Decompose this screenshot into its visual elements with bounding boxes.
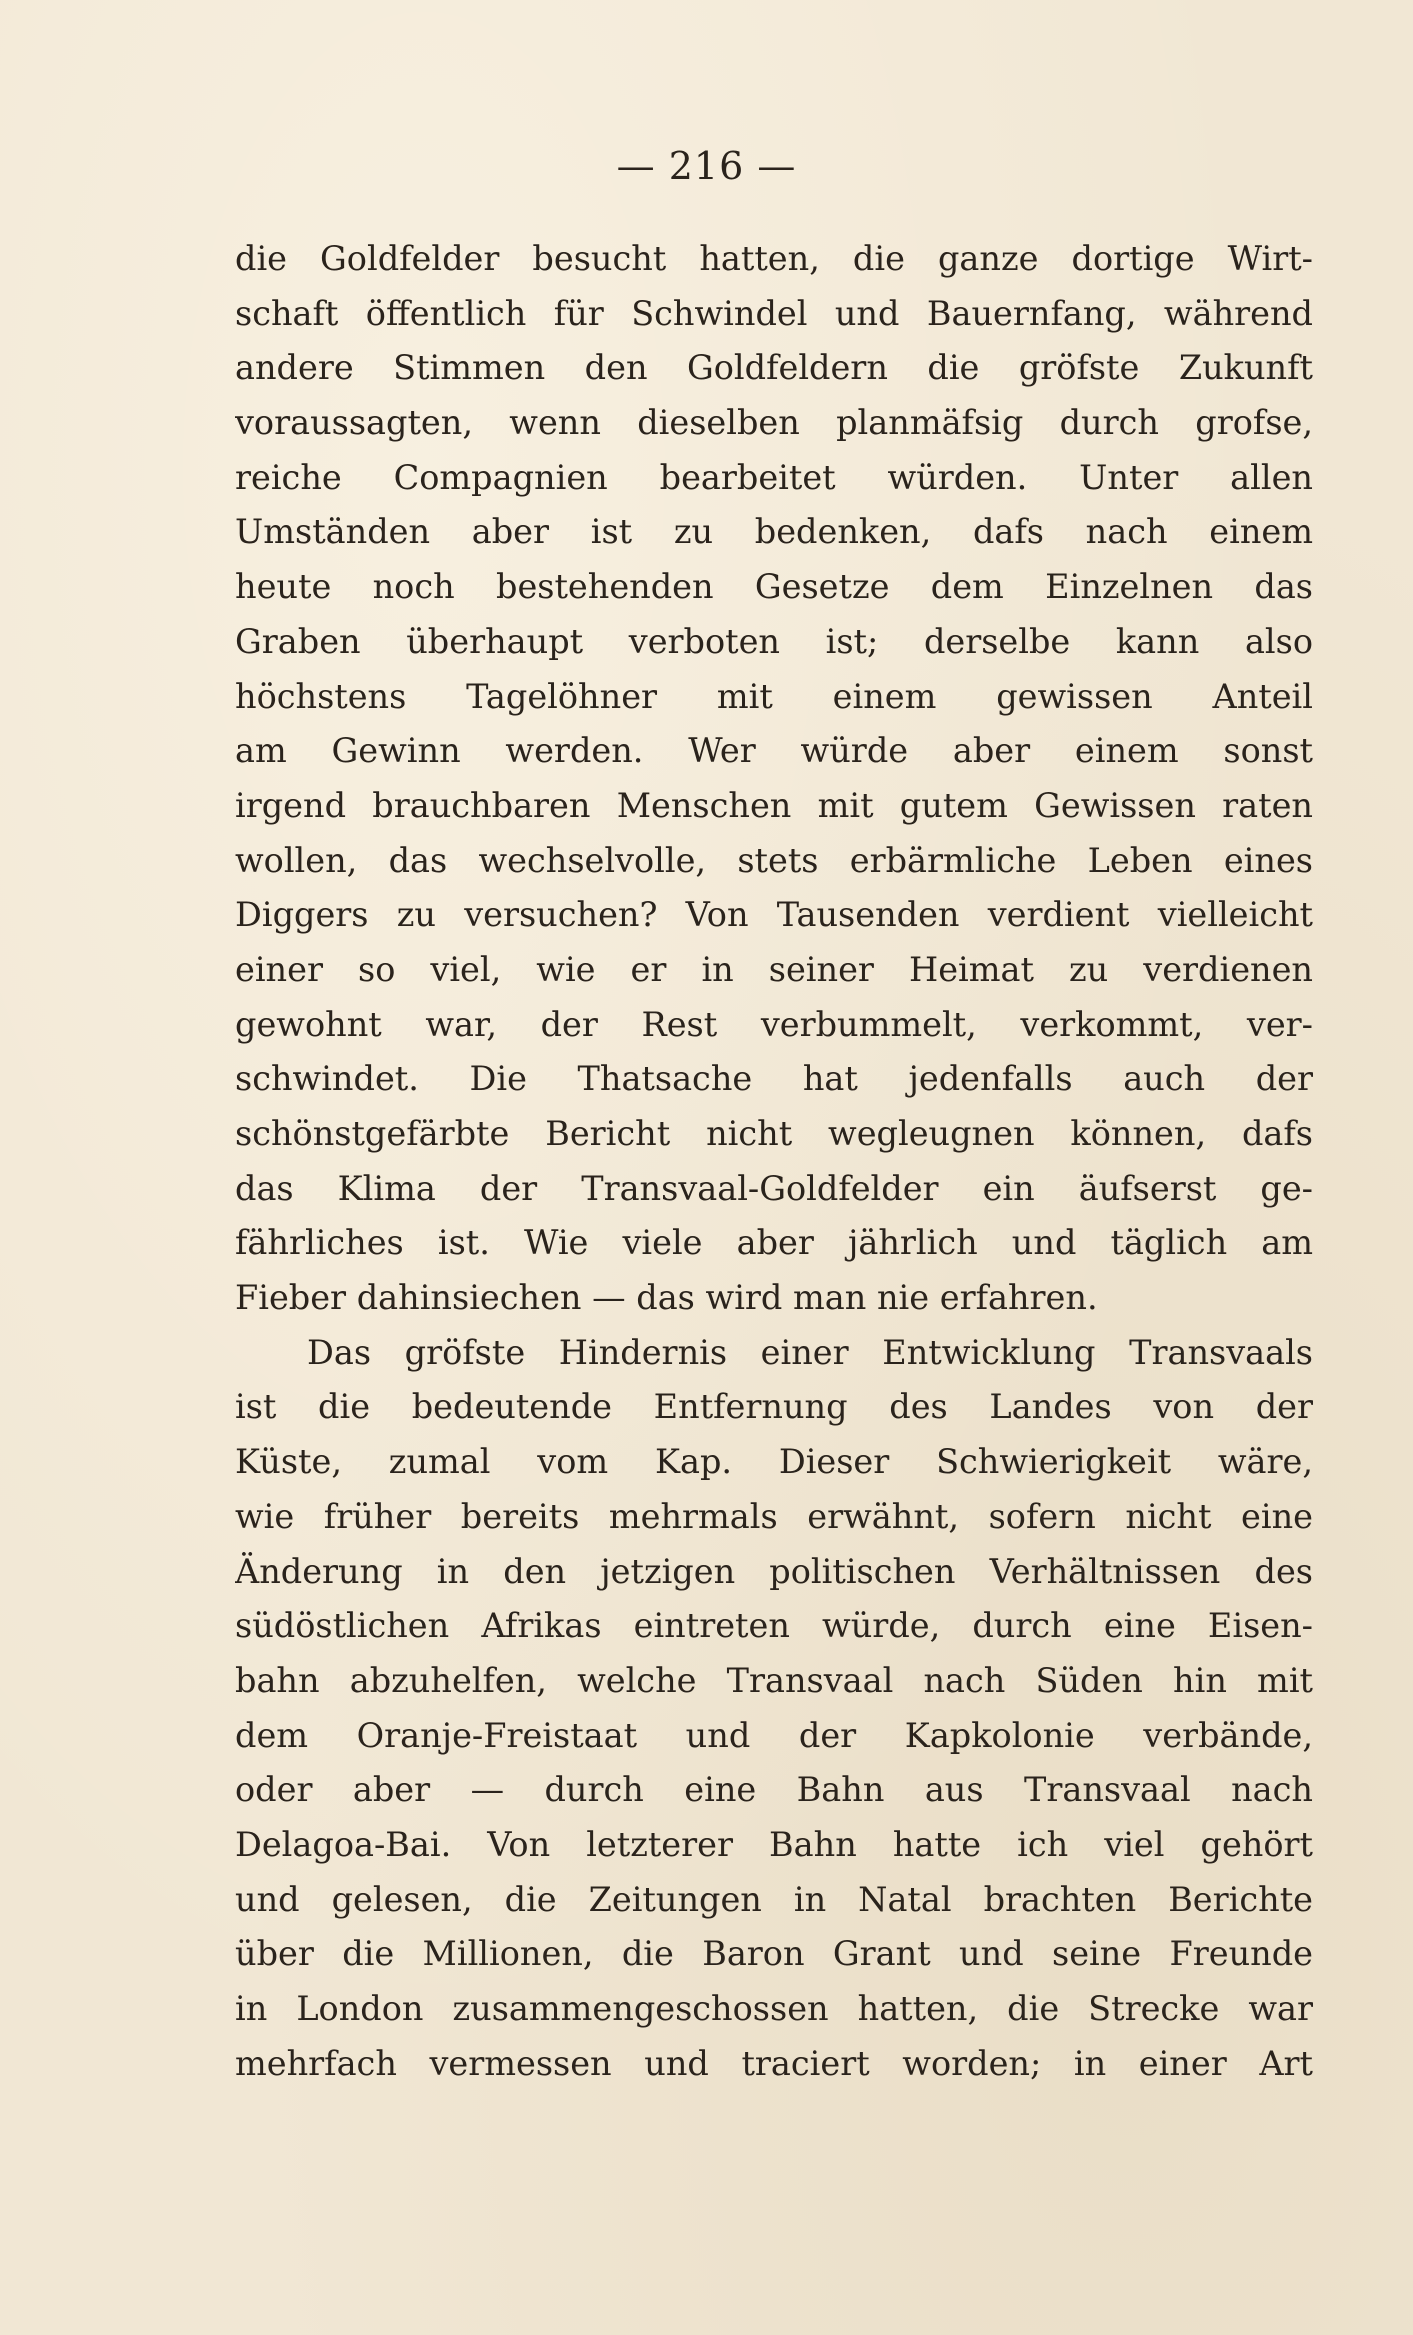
- text-line: ist die bedeutende Entfernung des Landes von der: [235, 1387, 1313, 1427]
- text-line: wollen, das wechselvolle, stets erbärmliche Leben eines: [235, 840, 1313, 880]
- text-line: Delagoa-Bai. Von letzterer Bahn hatte ich viel gehört: [235, 1824, 1313, 1864]
- text-line: oder aber — durch eine Bahn aus Transvaal nach: [235, 1770, 1313, 1810]
- text-line: mehrfach vermessen und traciert worden; in einer Art: [235, 2043, 1313, 2083]
- text-line: Graben überhaupt verboten ist; derselbe kann also: [235, 621, 1313, 661]
- paragraph-start-line: Das gröfste Hindernis einer Entwicklung Transvaals: [307, 1332, 1313, 1372]
- text-line: andere Stimmen den Goldfeldern die gröfste Zukunft: [235, 348, 1313, 388]
- text-line: am Gewinn werden. Wer würde aber einem sonst: [235, 731, 1313, 771]
- page-number: — 216 —: [616, 144, 797, 188]
- text-line: Umständen aber ist zu bedenken, dafs nach einem: [235, 512, 1313, 552]
- text-line: reiche Compagnien bearbeitet würden. Unter allen: [235, 457, 1313, 497]
- text-line: Küste, zumal vom Kap. Dieser Schwierigkeit wäre,: [235, 1442, 1313, 1482]
- text-line: irgend brauchbaren Menschen mit gutem Gewissen raten: [235, 785, 1313, 825]
- text-line: südöstlichen Afrikas eintreten würde, durch eine Eisen-: [235, 1606, 1313, 1646]
- text-line: voraussagten, wenn dieselben planmäfsig durch grofse,: [235, 403, 1313, 443]
- text-line: wie früher bereits mehrmals erwähnt, sofern nicht eine: [235, 1496, 1313, 1536]
- text-line: Änderung in den jetzigen politischen Verhältnissen des: [235, 1551, 1313, 1591]
- text-line: gewohnt war, der Rest verbummelt, verkommt, ver-: [235, 1004, 1313, 1044]
- text-line: schönstgefärbte Bericht nicht wegleugnen können, dafs: [235, 1114, 1313, 1153]
- text-line: und gelesen, die Zeitungen in Natal brachten Berichte: [235, 1879, 1313, 1919]
- text-line: das Klima der Transvaal-Goldfelder ein äufserst ge-: [235, 1168, 1313, 1208]
- text-line: die Goldfelder besucht hatten, die ganze dortige Wirt-: [235, 239, 1313, 278]
- paragraph-end-line: Fieber dahinsiechen — das wird man nie erfahren.: [235, 1278, 1098, 1318]
- text-line: über die Millionen, die Baron Grant und seine Freunde: [235, 1934, 1313, 1974]
- text-line: heute noch bestehenden Gesetze dem Einzelnen das: [235, 567, 1313, 607]
- text-line: schwindet. Die Thatsache hat jedenfalls auch der: [235, 1059, 1313, 1099]
- text-line: dem Oranje-Freistaat und der Kapkolonie verbände,: [235, 1715, 1313, 1755]
- text-line: höchstens Tagelöhner mit einem gewissen Anteil: [235, 676, 1313, 716]
- text-line: bahn abzuhelfen, welche Transvaal nach Süden hin mit: [235, 1660, 1313, 1700]
- text-line: Diggers zu versuchen? Von Tausenden verdient vielleicht: [235, 895, 1313, 935]
- text-line: schaft öffentlich für Schwindel und Bauernfang, während: [235, 293, 1313, 333]
- text-line: fährliches ist. Wie viele aber jährlich und täglich am: [235, 1223, 1313, 1263]
- body-text: [235, 232, 1313, 2091]
- text-line: in London zusammengeschossen hatten, die Strecke war: [235, 1989, 1313, 2028]
- text-line: einer so viel, wie er in seiner Heimat zu verdienen: [235, 949, 1313, 989]
